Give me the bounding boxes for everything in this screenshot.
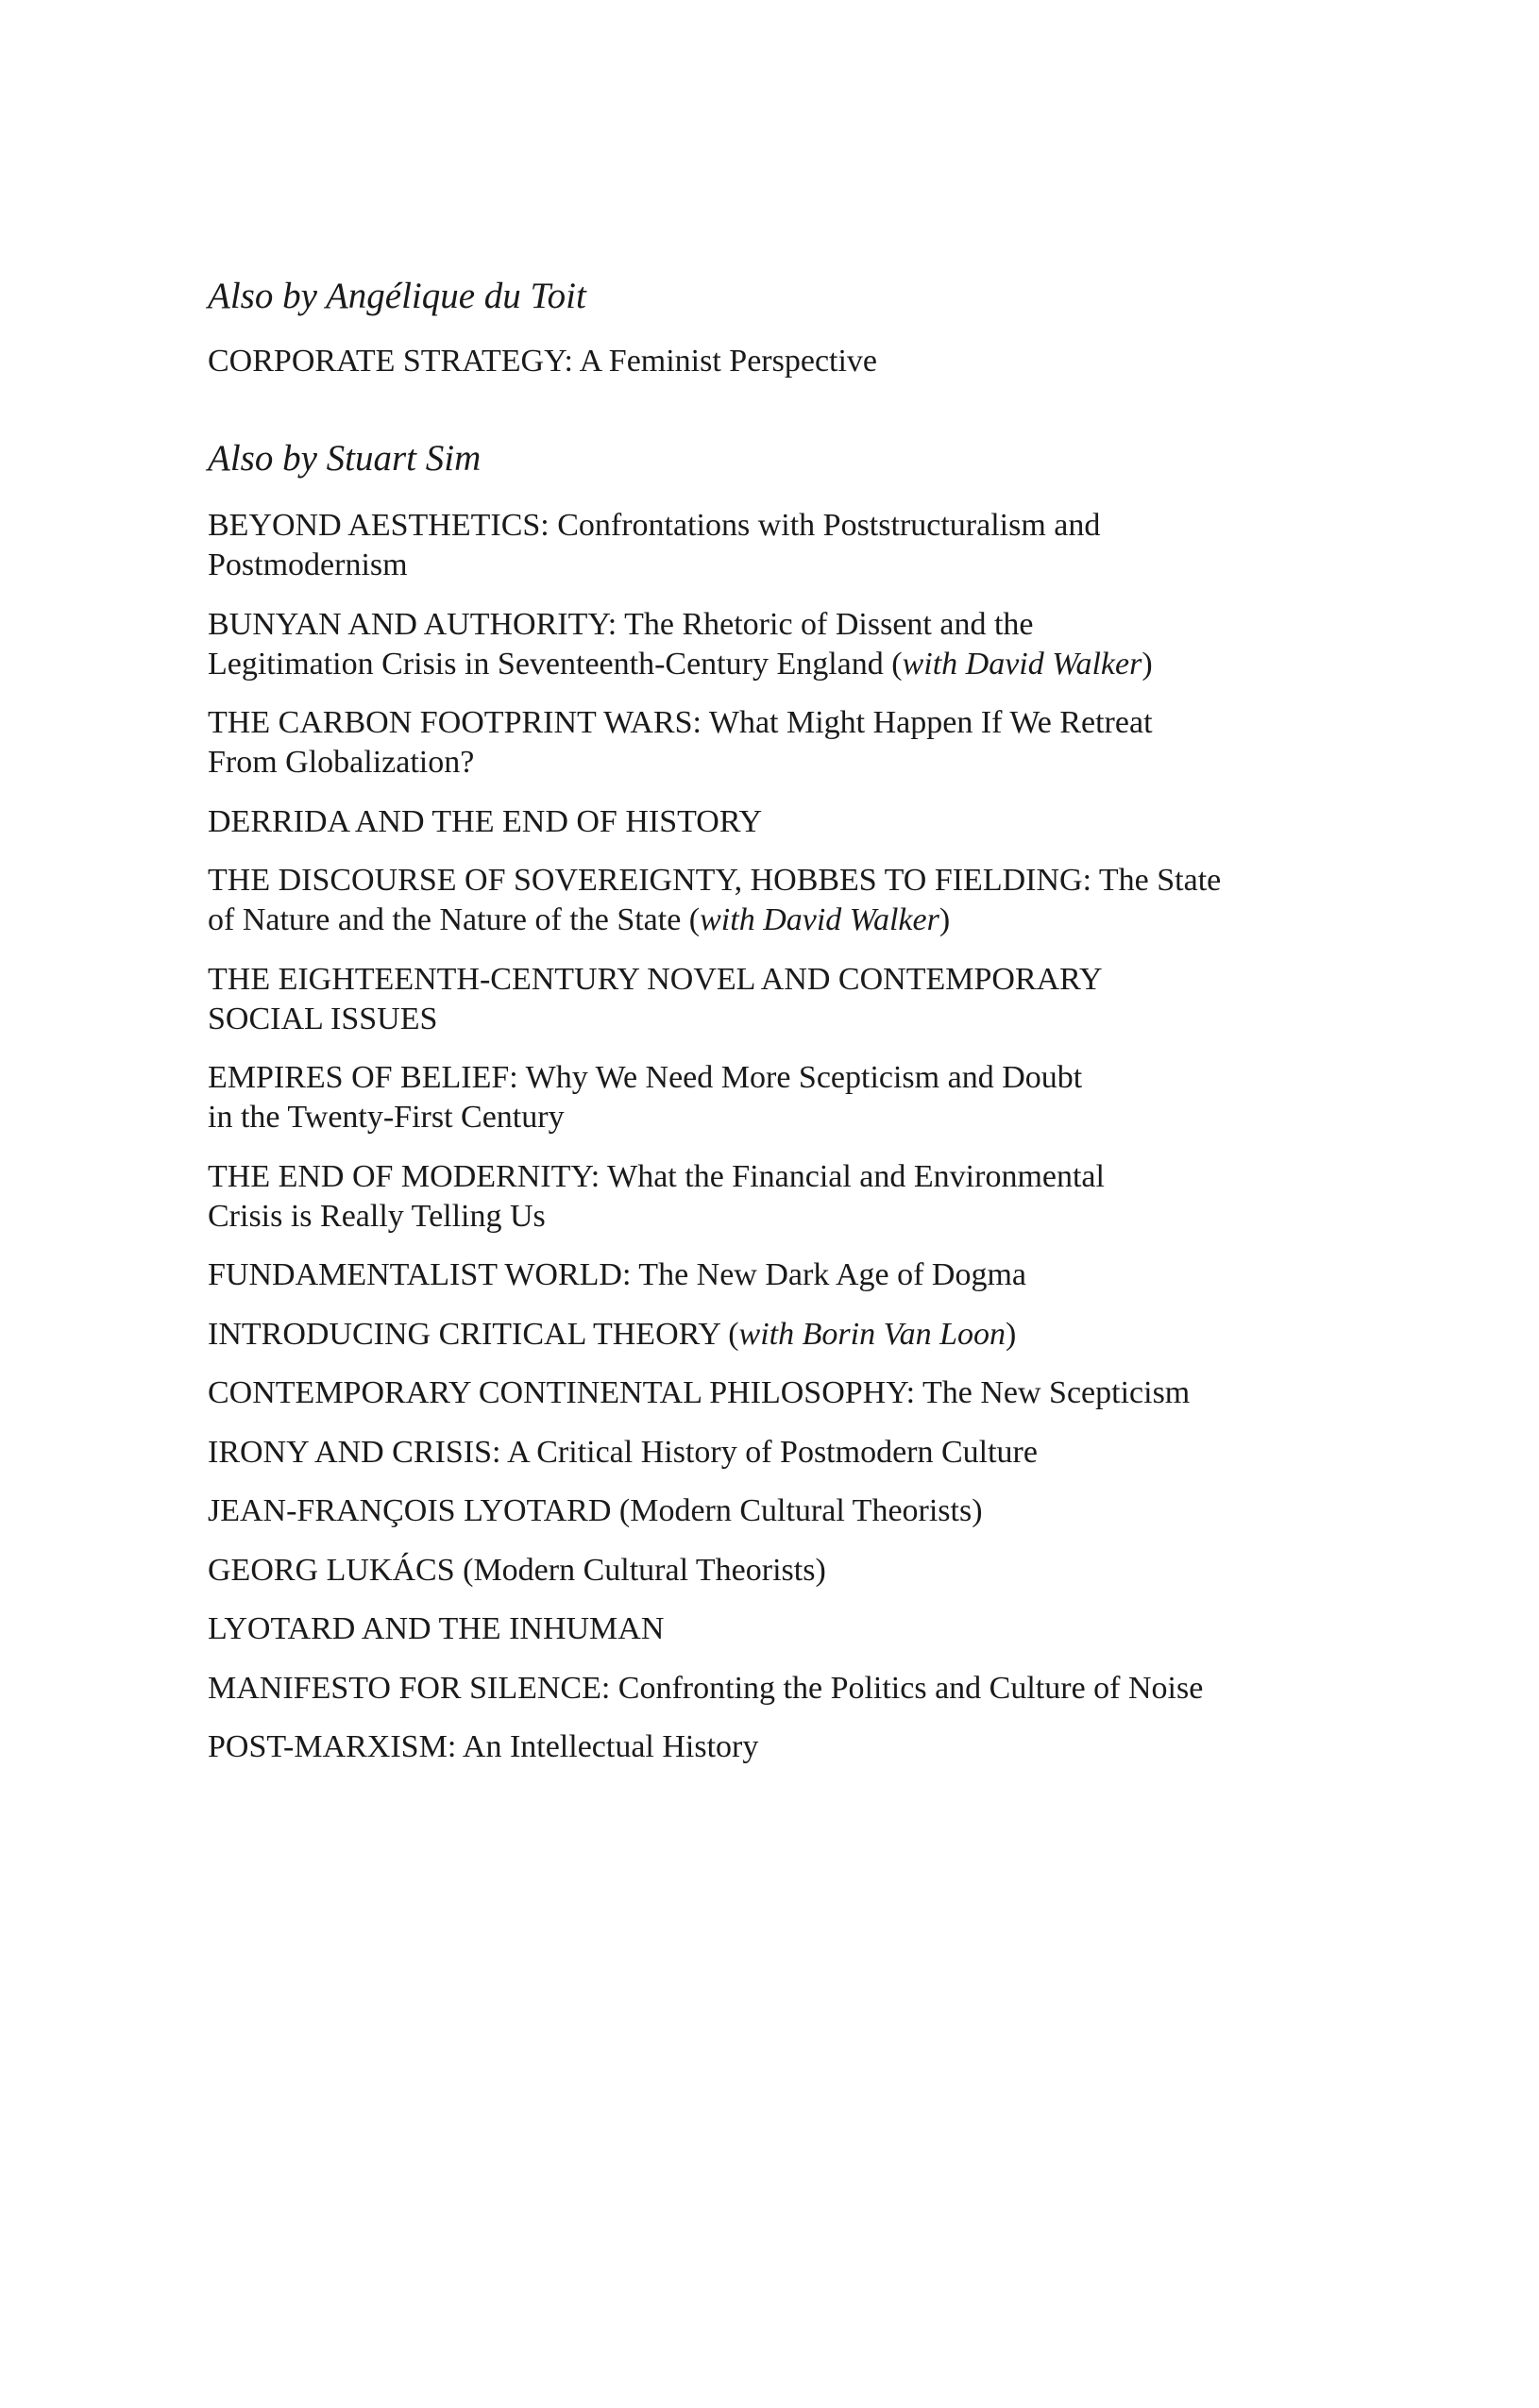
section-heading: Also by Stuart Sim bbox=[208, 438, 482, 479]
book-title-line bbox=[208, 342, 1341, 381]
book-title-line bbox=[208, 901, 1341, 940]
book-title bbox=[208, 1433, 1341, 1473]
book-title-line bbox=[208, 506, 1341, 546]
book-title-line bbox=[208, 1157, 1341, 1197]
book-title-line bbox=[208, 1669, 1341, 1709]
title-text: LYOTARD AND THE INHUMAN bbox=[208, 1611, 665, 1646]
section-heading: Also by Angélique du Toit bbox=[208, 276, 586, 316]
title-text: Legitimation Crisis in Seventeenth-Century England ( bbox=[208, 646, 903, 682]
author-section-2 bbox=[208, 436, 1341, 1767]
book-title bbox=[208, 605, 1341, 684]
book-title-line bbox=[208, 960, 1341, 1000]
book-title bbox=[208, 802, 1341, 842]
book-title bbox=[208, 703, 1341, 783]
title-text: of Nature and the Nature of the State ( bbox=[208, 902, 701, 937]
title-text: GEORG LUKÁCS (Modern Cultural Theorists) bbox=[208, 1552, 826, 1588]
book-title bbox=[208, 861, 1341, 940]
book-title-line bbox=[208, 861, 1341, 901]
title-text: JEAN-FRANÇOIS LYOTARD (Modern Cultural Theorists) bbox=[208, 1493, 983, 1528]
title-text: ) bbox=[939, 902, 951, 937]
book-title-line bbox=[208, 1551, 1341, 1591]
title-text: THE END OF MODERNITY: What the Financial and Environmental bbox=[208, 1158, 1105, 1194]
title-text: BUNYAN AND AUTHORITY: The Rhetoric of Dissent and the bbox=[208, 606, 1034, 642]
coauthor-credit: with David Walker bbox=[902, 646, 1142, 682]
title-text: SOCIAL ISSUES bbox=[208, 1001, 438, 1036]
book-title bbox=[208, 1058, 1341, 1137]
book-title-line bbox=[208, 645, 1341, 684]
book-title bbox=[208, 1609, 1341, 1649]
book-title-line bbox=[208, 1098, 1341, 1137]
title-text: CORPORATE STRATEGY: A Feminist Perspective bbox=[208, 344, 878, 379]
book-title-line bbox=[208, 1197, 1341, 1237]
book-title bbox=[208, 1551, 1341, 1591]
book-title-line bbox=[208, 703, 1341, 743]
title-text: FUNDAMENTALIST WORLD: The New Dark Age of Dogma bbox=[208, 1257, 1026, 1292]
book-title bbox=[208, 1373, 1341, 1413]
title-text: ) bbox=[1005, 1316, 1017, 1352]
title-text: IRONY AND CRISIS: A Critical History of Postmodern Culture bbox=[208, 1434, 1038, 1470]
title-text: in the Twenty-First Century bbox=[208, 1100, 565, 1135]
book-title bbox=[208, 342, 1341, 381]
coauthor-credit: with David Walker bbox=[700, 902, 939, 937]
book-title-line bbox=[208, 1000, 1341, 1039]
title-text: CONTEMPORARY CONTINENTAL PHILOSOPHY: The New Scepticism bbox=[208, 1375, 1191, 1410]
book-title-line bbox=[208, 1255, 1341, 1295]
title-text: THE CARBON FOOTPRINT WARS: What Might Happen If We Retreat bbox=[208, 705, 1153, 740]
book-title-line bbox=[208, 1373, 1341, 1413]
title-text: Crisis is Really Telling Us bbox=[208, 1198, 546, 1234]
book-title-line bbox=[208, 1491, 1341, 1531]
book-title-line bbox=[208, 546, 1341, 585]
title-text: ) bbox=[1142, 646, 1153, 682]
book-title-line bbox=[208, 802, 1341, 842]
book-title bbox=[208, 1491, 1341, 1531]
author-section-1 bbox=[208, 274, 1341, 381]
book-title bbox=[208, 1727, 1341, 1767]
book-title-line bbox=[208, 1315, 1341, 1355]
book-title-line bbox=[208, 1609, 1341, 1649]
title-text: MANIFESTO FOR SILENCE: Confronting the Politics and Culture of Noise bbox=[208, 1670, 1204, 1706]
title-text: From Globalization? bbox=[208, 745, 475, 780]
book-title bbox=[208, 506, 1341, 585]
title-text: Postmodernism bbox=[208, 547, 408, 582]
title-text: DERRIDA AND THE END OF HISTORY bbox=[208, 803, 763, 839]
title-text: BEYOND AESTHETICS: Confrontations with Poststructuralism and bbox=[208, 508, 1101, 543]
book-title-line bbox=[208, 1433, 1341, 1473]
title-text: EMPIRES OF BELIEF: Why We Need More Scepticism and Doubt bbox=[208, 1060, 1083, 1095]
book-list-page bbox=[208, 274, 1341, 1787]
book-title bbox=[208, 960, 1341, 1039]
title-text: POST-MARXISM: An Intellectual History bbox=[208, 1729, 759, 1764]
title-text: THE DISCOURSE OF SOVEREIGNTY, HOBBES TO FIELDING: The State bbox=[208, 863, 1222, 898]
book-title-line bbox=[208, 743, 1341, 783]
book-title bbox=[208, 1669, 1341, 1709]
book-title bbox=[208, 1157, 1341, 1237]
book-title bbox=[208, 1315, 1341, 1355]
book-title-line bbox=[208, 1727, 1341, 1767]
title-text: INTRODUCING CRITICAL THEORY ( bbox=[208, 1316, 739, 1352]
book-title bbox=[208, 1255, 1341, 1295]
title-text: THE EIGHTEENTH-CENTURY NOVEL AND CONTEMPORARY bbox=[208, 961, 1103, 997]
coauthor-credit: with Borin Van Loon bbox=[738, 1316, 1006, 1352]
book-title-line bbox=[208, 605, 1341, 645]
book-title-line bbox=[208, 1058, 1341, 1098]
